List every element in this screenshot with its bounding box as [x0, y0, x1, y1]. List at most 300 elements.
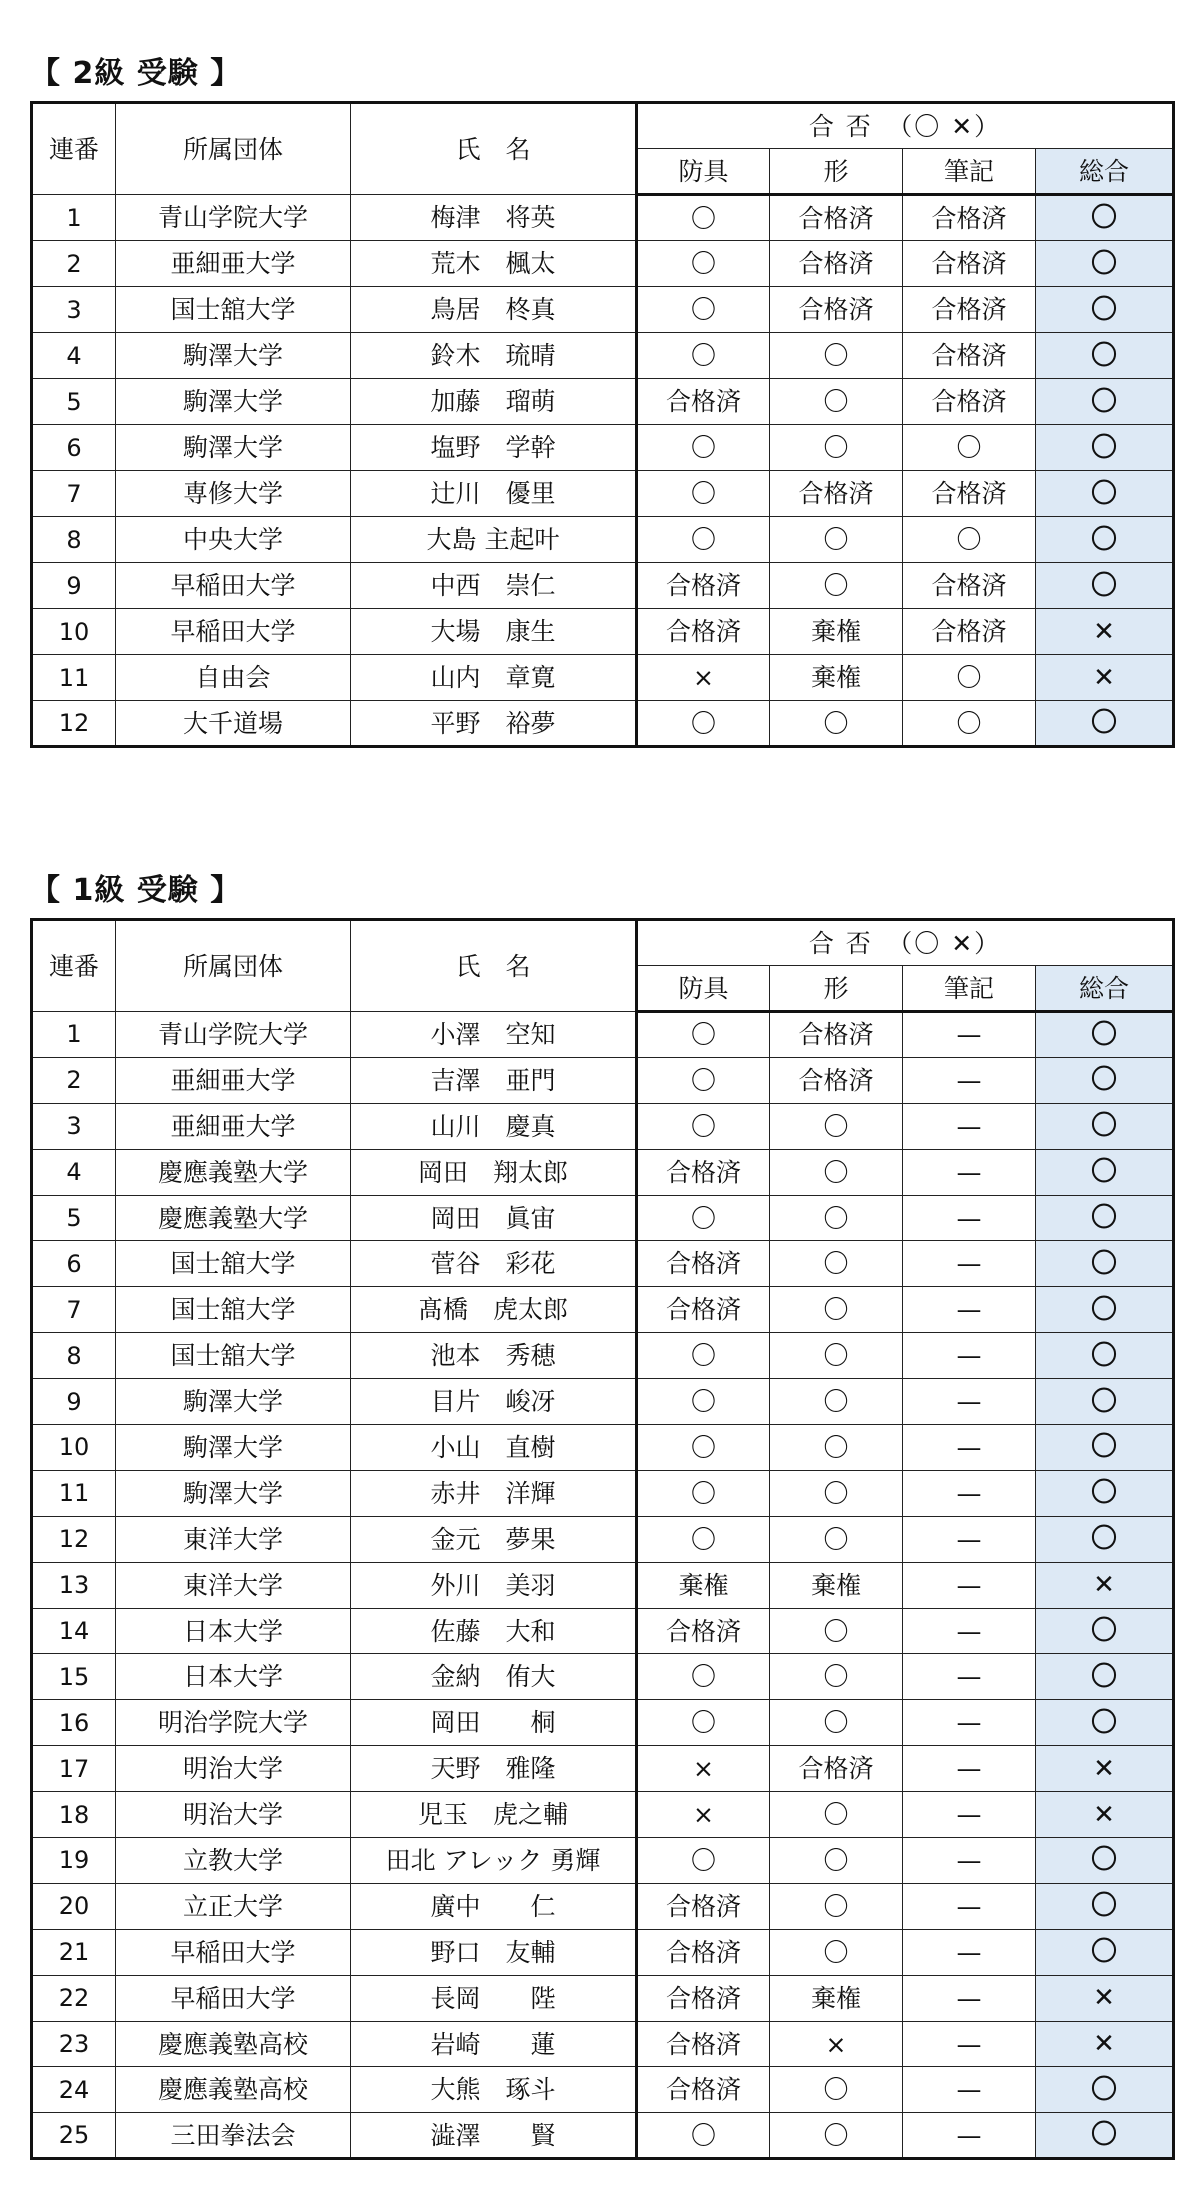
row-total: ✕ — [1036, 609, 1174, 655]
header-result: 合 否 （〇 ✕） — [637, 103, 1174, 149]
row-total: 〇 — [1036, 1654, 1174, 1700]
row-total: 〇 — [1036, 1012, 1174, 1058]
row-kata: 棄権 — [770, 1562, 903, 1608]
row-armor: 〇 — [637, 1425, 770, 1471]
row-no: 10 — [32, 609, 116, 655]
row-kata: 〇 — [770, 1792, 903, 1838]
row-name: 池本 秀穂 — [351, 1333, 637, 1379]
table-row — [32, 1746, 1174, 1792]
row-name: 佐藤 大和 — [351, 1608, 637, 1654]
row-armor: 〇 — [637, 1379, 770, 1425]
row-written: 〇 — [903, 701, 1036, 747]
row-written: — — [903, 1975, 1036, 2021]
row-total: 〇 — [1036, 1425, 1174, 1471]
row-total: 〇 — [1036, 379, 1174, 425]
row-name: 髙橋 虎太郎 — [351, 1287, 637, 1333]
row-org: 慶應義塾大学 — [116, 1149, 351, 1195]
row-org: 東洋大学 — [116, 1516, 351, 1562]
row-org: 明治学院大学 — [116, 1700, 351, 1746]
header-result: 合 否 （〇 ✕） — [637, 920, 1174, 966]
table-row — [32, 1929, 1174, 1975]
row-written: 合格済 — [903, 609, 1036, 655]
row-armor: 〇 — [637, 517, 770, 563]
row-kata: 〇 — [770, 1425, 903, 1471]
row-written: — — [903, 1700, 1036, 1746]
header-name: 氏 名 — [351, 920, 637, 1012]
section-title-grade2: 【 2級 受験 】 — [30, 56, 242, 91]
row-kata: 〇 — [770, 1149, 903, 1195]
row-total: 〇 — [1036, 1241, 1174, 1287]
row-org: 亜細亜大学 — [116, 1103, 351, 1149]
table-row — [32, 425, 1174, 471]
row-armor: 〇 — [637, 425, 770, 471]
table-row — [32, 2021, 1174, 2067]
table-row — [32, 1149, 1174, 1195]
row-written: — — [903, 2021, 1036, 2067]
row-armor: 〇 — [637, 1700, 770, 1746]
row-kata: 〇 — [770, 1654, 903, 1700]
row-org: 早稲田大学 — [116, 563, 351, 609]
row-total: ✕ — [1036, 655, 1174, 701]
row-armor: 合格済 — [637, 1287, 770, 1333]
row-name: 小山 直樹 — [351, 1425, 637, 1471]
row-org: 早稲田大学 — [116, 1975, 351, 2021]
row-armor: 棄権 — [637, 1562, 770, 1608]
row-written: — — [903, 1057, 1036, 1103]
row-no: 13 — [32, 1562, 116, 1608]
row-kata: 合格済 — [770, 1746, 903, 1792]
row-no: 3 — [32, 287, 116, 333]
row-armor: 合格済 — [637, 563, 770, 609]
table-row — [32, 1975, 1174, 2021]
row-kata: 合格済 — [770, 241, 903, 287]
row-org: 国士舘大学 — [116, 287, 351, 333]
table-row — [32, 1425, 1174, 1471]
row-org: 大千道場 — [116, 701, 351, 747]
row-no: 16 — [32, 1700, 116, 1746]
table-row — [32, 1241, 1174, 1287]
row-name: 鈴木 琉晴 — [351, 333, 637, 379]
row-no: 22 — [32, 1975, 116, 2021]
row-org: 亜細亜大学 — [116, 241, 351, 287]
row-no: 5 — [32, 379, 116, 425]
table-row — [32, 1883, 1174, 1929]
row-armor: 〇 — [637, 1103, 770, 1149]
row-armor: × — [637, 1792, 770, 1838]
row-total: 〇 — [1036, 1516, 1174, 1562]
row-kata: 棄権 — [770, 609, 903, 655]
row-org: 立教大学 — [116, 1838, 351, 1884]
row-name: 赤井 洋輝 — [351, 1470, 637, 1516]
row-armor: 〇 — [637, 1195, 770, 1241]
row-name: 岡田 眞宙 — [351, 1195, 637, 1241]
row-org: 国士舘大学 — [116, 1333, 351, 1379]
row-name: 長岡 陛 — [351, 1975, 637, 2021]
row-name: 児玉 虎之輔 — [351, 1792, 637, 1838]
row-name: 辻川 優里 — [351, 471, 637, 517]
table-row — [32, 2113, 1174, 2159]
row-name: 岡田 翔太郎 — [351, 1149, 637, 1195]
row-written: — — [903, 1425, 1036, 1471]
row-total: 〇 — [1036, 1103, 1174, 1149]
table-row — [32, 1470, 1174, 1516]
row-no: 23 — [32, 2021, 116, 2067]
row-no: 25 — [32, 2113, 116, 2159]
row-name: 天野 雅隆 — [351, 1746, 637, 1792]
row-org: 国士舘大学 — [116, 1241, 351, 1287]
row-written: — — [903, 1608, 1036, 1654]
row-name: 金納 侑大 — [351, 1654, 637, 1700]
row-name: 梅津 将英 — [351, 195, 637, 241]
row-kata: 〇 — [770, 1608, 903, 1654]
row-name: 田北 アレック 勇輝 — [351, 1838, 637, 1884]
row-total: 〇 — [1036, 1700, 1174, 1746]
table-row — [32, 1562, 1174, 1608]
row-armor: 〇 — [637, 241, 770, 287]
results-table-grade2 — [30, 101, 1175, 748]
row-armor: 合格済 — [637, 609, 770, 655]
table-row — [32, 1700, 1174, 1746]
row-written: — — [903, 1195, 1036, 1241]
row-no: 19 — [32, 1838, 116, 1884]
row-name: 野口 友輔 — [351, 1929, 637, 1975]
table-row — [32, 1379, 1174, 1425]
row-org: 三田拳法会 — [116, 2113, 351, 2159]
row-written: 合格済 — [903, 563, 1036, 609]
row-kata: 〇 — [770, 1287, 903, 1333]
row-org: 青山学院大学 — [116, 195, 351, 241]
table-row — [32, 195, 1174, 241]
row-total: ✕ — [1036, 1562, 1174, 1608]
row-total: 〇 — [1036, 701, 1174, 747]
row-armor: 〇 — [637, 1838, 770, 1884]
row-written: — — [903, 1470, 1036, 1516]
row-total: 〇 — [1036, 1333, 1174, 1379]
row-org: 明治大学 — [116, 1792, 351, 1838]
row-org: 日本大学 — [116, 1608, 351, 1654]
row-org: 東洋大学 — [116, 1562, 351, 1608]
table-row — [32, 471, 1174, 517]
row-total: ✕ — [1036, 1792, 1174, 1838]
header-kata: 形 — [770, 966, 903, 1012]
header-org: 所属団体 — [116, 103, 351, 195]
row-no: 9 — [32, 1379, 116, 1425]
row-total: 〇 — [1036, 195, 1174, 241]
header-no: 連番 — [32, 920, 116, 1012]
table-row — [32, 609, 1174, 655]
row-kata: 合格済 — [770, 1057, 903, 1103]
table-row — [32, 701, 1174, 747]
row-name: 鳥居 柊真 — [351, 287, 637, 333]
header-armor: 防具 — [637, 149, 770, 195]
row-name: 金元 夢果 — [351, 1516, 637, 1562]
row-no: 20 — [32, 1883, 116, 1929]
row-no: 5 — [32, 1195, 116, 1241]
row-kata: 合格済 — [770, 195, 903, 241]
row-total: 〇 — [1036, 1287, 1174, 1333]
row-org: 明治大学 — [116, 1746, 351, 1792]
row-org: 中央大学 — [116, 517, 351, 563]
header-written: 筆記 — [903, 149, 1036, 195]
table-row — [32, 1608, 1174, 1654]
row-name: 外川 美羽 — [351, 1562, 637, 1608]
row-no: 7 — [32, 1287, 116, 1333]
row-kata: 〇 — [770, 1700, 903, 1746]
row-armor: 〇 — [637, 287, 770, 333]
row-no: 4 — [32, 1149, 116, 1195]
row-no: 14 — [32, 1608, 116, 1654]
row-total: 〇 — [1036, 1195, 1174, 1241]
row-written: 合格済 — [903, 379, 1036, 425]
table-row — [32, 1838, 1174, 1884]
row-kata: 〇 — [770, 1103, 903, 1149]
row-total: 〇 — [1036, 241, 1174, 287]
row-total: 〇 — [1036, 1929, 1174, 1975]
row-armor: 合格済 — [637, 1883, 770, 1929]
table-row — [32, 563, 1174, 609]
row-no: 21 — [32, 1929, 116, 1975]
row-total: 〇 — [1036, 563, 1174, 609]
row-no: 1 — [32, 1012, 116, 1058]
table-row — [32, 1057, 1174, 1103]
row-no: 6 — [32, 1241, 116, 1287]
row-armor: 合格済 — [637, 1149, 770, 1195]
row-org: 早稲田大学 — [116, 1929, 351, 1975]
row-written: — — [903, 1149, 1036, 1195]
row-name: 岡田 桐 — [351, 1700, 637, 1746]
row-name: 大熊 琢斗 — [351, 2067, 637, 2113]
row-kata: 棄権 — [770, 1975, 903, 2021]
row-written: 〇 — [903, 425, 1036, 471]
header-total: 総合 — [1036, 149, 1174, 195]
row-armor: 合格済 — [637, 1608, 770, 1654]
row-armor: 〇 — [637, 1012, 770, 1058]
row-written: 〇 — [903, 655, 1036, 701]
row-name: 菅谷 彩花 — [351, 1241, 637, 1287]
row-no: 18 — [32, 1792, 116, 1838]
table-row — [32, 1103, 1174, 1149]
row-kata: 〇 — [770, 1333, 903, 1379]
row-org: 駒澤大学 — [116, 1470, 351, 1516]
row-org: 慶應義塾大学 — [116, 1195, 351, 1241]
row-kata: × — [770, 2021, 903, 2067]
row-total: 〇 — [1036, 1057, 1174, 1103]
header-name: 氏 名 — [351, 103, 637, 195]
row-armor: 〇 — [637, 2113, 770, 2159]
row-name: 平野 裕夢 — [351, 701, 637, 747]
header-no: 連番 — [32, 103, 116, 195]
row-written: — — [903, 2113, 1036, 2159]
row-kata: 〇 — [770, 1883, 903, 1929]
row-org: 日本大学 — [116, 1654, 351, 1700]
row-armor: 〇 — [637, 1057, 770, 1103]
row-total: 〇 — [1036, 517, 1174, 563]
row-total: 〇 — [1036, 333, 1174, 379]
table-row — [32, 1012, 1174, 1058]
row-total: 〇 — [1036, 425, 1174, 471]
row-total: 〇 — [1036, 1470, 1174, 1516]
row-kata: 合格済 — [770, 1012, 903, 1058]
row-written: — — [903, 1241, 1036, 1287]
row-org: 国士舘大学 — [116, 1287, 351, 1333]
row-org: 駒澤大学 — [116, 1379, 351, 1425]
row-kata: 棄権 — [770, 655, 903, 701]
row-org: 早稲田大学 — [116, 609, 351, 655]
row-written: — — [903, 1792, 1036, 1838]
row-written: — — [903, 1287, 1036, 1333]
row-armor: 〇 — [637, 1470, 770, 1516]
row-kata: 〇 — [770, 1470, 903, 1516]
table-row — [32, 517, 1174, 563]
row-kata: 〇 — [770, 517, 903, 563]
row-name: 荒木 楓太 — [351, 241, 637, 287]
row-kata: 合格済 — [770, 287, 903, 333]
row-written: — — [903, 1746, 1036, 1792]
row-no: 7 — [32, 471, 116, 517]
row-kata: 〇 — [770, 1195, 903, 1241]
row-written: — — [903, 1333, 1036, 1379]
row-kata: 〇 — [770, 1379, 903, 1425]
row-written: — — [903, 1929, 1036, 1975]
row-written: — — [903, 1883, 1036, 1929]
table-row — [32, 1195, 1174, 1241]
row-kata: 〇 — [770, 701, 903, 747]
row-armor: 〇 — [637, 1333, 770, 1379]
row-armor: 合格済 — [637, 1929, 770, 1975]
row-org: 駒澤大学 — [116, 333, 351, 379]
row-armor: × — [637, 1746, 770, 1792]
table-row — [32, 655, 1174, 701]
row-total: 〇 — [1036, 2113, 1174, 2159]
row-name: 廣中 仁 — [351, 1883, 637, 1929]
row-no: 15 — [32, 1654, 116, 1700]
row-org: 亜細亜大学 — [116, 1057, 351, 1103]
row-kata: 〇 — [770, 2067, 903, 2113]
row-kata: 合格済 — [770, 471, 903, 517]
row-org: 駒澤大学 — [116, 1425, 351, 1471]
row-org: 慶應義塾高校 — [116, 2021, 351, 2067]
header-armor: 防具 — [637, 966, 770, 1012]
row-kata: 〇 — [770, 563, 903, 609]
row-org: 立正大学 — [116, 1883, 351, 1929]
row-armor: 〇 — [637, 1516, 770, 1562]
table-row — [32, 333, 1174, 379]
row-written: 合格済 — [903, 195, 1036, 241]
table-row — [32, 1792, 1174, 1838]
row-kata: 〇 — [770, 1838, 903, 1884]
row-written: — — [903, 1838, 1036, 1884]
row-name: 山川 慶真 — [351, 1103, 637, 1149]
table-row — [32, 1516, 1174, 1562]
row-org: 自由会 — [116, 655, 351, 701]
header-org: 所属団体 — [116, 920, 351, 1012]
row-name: 加藤 瑠萌 — [351, 379, 637, 425]
row-no: 12 — [32, 701, 116, 747]
row-name: 山内 章寛 — [351, 655, 637, 701]
row-kata: 〇 — [770, 333, 903, 379]
row-kata: 〇 — [770, 1241, 903, 1287]
row-kata: 〇 — [770, 1929, 903, 1975]
header-total: 総合 — [1036, 966, 1174, 1012]
row-total: 〇 — [1036, 1838, 1174, 1884]
row-total: 〇 — [1036, 1608, 1174, 1654]
table-row — [32, 241, 1174, 287]
row-written: 〇 — [903, 517, 1036, 563]
row-written: — — [903, 1103, 1036, 1149]
header-kata: 形 — [770, 149, 903, 195]
row-written: 合格済 — [903, 287, 1036, 333]
row-total: 〇 — [1036, 287, 1174, 333]
row-kata: 〇 — [770, 379, 903, 425]
row-total: 〇 — [1036, 1379, 1174, 1425]
row-name: 吉澤 亜門 — [351, 1057, 637, 1103]
row-no: 24 — [32, 2067, 116, 2113]
row-name: 大島 主起叶 — [351, 517, 637, 563]
row-org: 青山学院大学 — [116, 1012, 351, 1058]
section-title-grade1: 【 1級 受験 】 — [30, 873, 242, 908]
row-name: 中西 崇仁 — [351, 563, 637, 609]
row-total: 〇 — [1036, 2067, 1174, 2113]
row-org: 専修大学 — [116, 471, 351, 517]
row-armor: × — [637, 655, 770, 701]
table-row — [32, 287, 1174, 333]
row-total: 〇 — [1036, 1883, 1174, 1929]
header-written: 筆記 — [903, 966, 1036, 1012]
row-name: 塩野 学幹 — [351, 425, 637, 471]
row-armor: 合格済 — [637, 379, 770, 425]
row-written: — — [903, 1012, 1036, 1058]
row-no: 11 — [32, 655, 116, 701]
row-no: 10 — [32, 1425, 116, 1471]
row-no: 2 — [32, 1057, 116, 1103]
row-no: 9 — [32, 563, 116, 609]
row-no: 17 — [32, 1746, 116, 1792]
row-name: 大場 康生 — [351, 609, 637, 655]
table-row — [32, 2067, 1174, 2113]
row-kata: 〇 — [770, 1516, 903, 1562]
table-row — [32, 1333, 1174, 1379]
row-written: — — [903, 1562, 1036, 1608]
table-row — [32, 1287, 1174, 1333]
row-org: 駒澤大学 — [116, 425, 351, 471]
row-kata: 〇 — [770, 425, 903, 471]
row-no: 6 — [32, 425, 116, 471]
row-no: 1 — [32, 195, 116, 241]
table-row — [32, 379, 1174, 425]
row-name: 澁澤 賢 — [351, 2113, 637, 2159]
row-org: 慶應義塾高校 — [116, 2067, 351, 2113]
row-no: 3 — [32, 1103, 116, 1149]
row-total: ✕ — [1036, 1746, 1174, 1792]
row-armor: 〇 — [637, 1654, 770, 1700]
row-total: ✕ — [1036, 1975, 1174, 2021]
row-name: 小澤 空知 — [351, 1012, 637, 1058]
row-no: 11 — [32, 1470, 116, 1516]
row-no: 8 — [32, 1333, 116, 1379]
table-row — [32, 1654, 1174, 1700]
row-armor: 合格済 — [637, 1241, 770, 1287]
row-written: — — [903, 2067, 1036, 2113]
row-armor: 〇 — [637, 701, 770, 747]
row-no: 2 — [32, 241, 116, 287]
row-written: — — [903, 1379, 1036, 1425]
row-written: — — [903, 1654, 1036, 1700]
row-total: ✕ — [1036, 2021, 1174, 2067]
row-armor: 合格済 — [637, 2067, 770, 2113]
row-written: — — [903, 1516, 1036, 1562]
results-table-grade1 — [30, 918, 1175, 2160]
row-total: 〇 — [1036, 471, 1174, 517]
